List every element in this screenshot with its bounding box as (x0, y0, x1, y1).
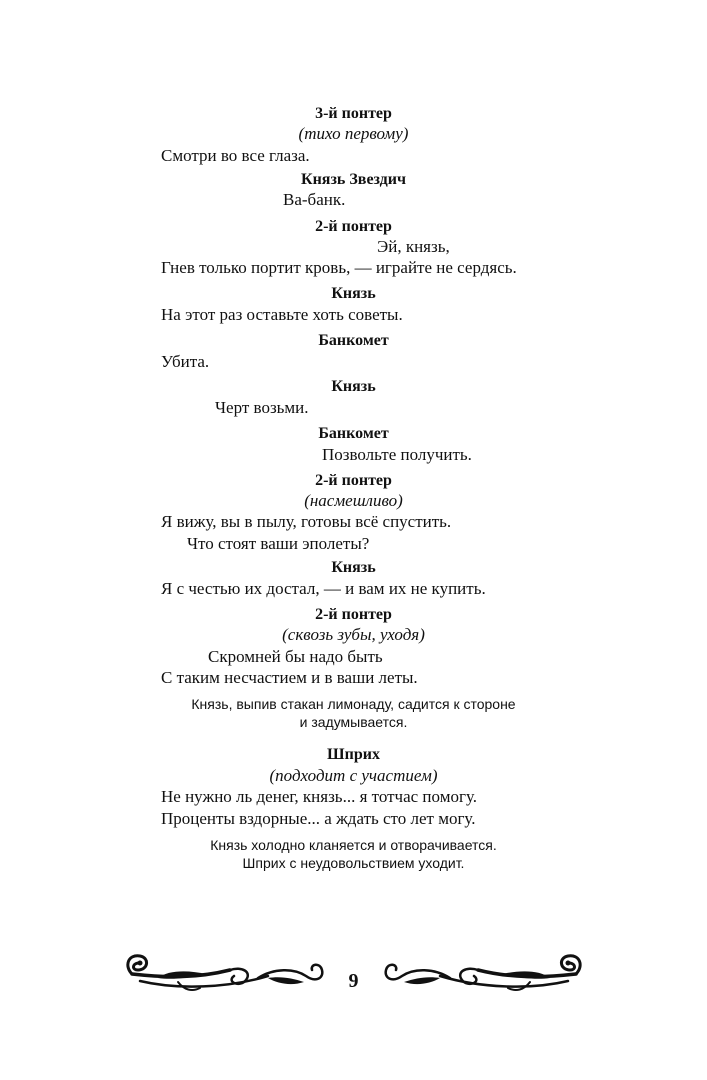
verse-line: Гнев только портит кровь, — играйте не сердясь. (161, 258, 517, 277)
verse-line: Смотри во все глаза. (161, 146, 310, 165)
speaker-name: 2-й понтер (315, 218, 392, 235)
verse-line: Проценты вздорные... а ждать сто лет могу. (161, 809, 476, 828)
verse-line: Я с честью их достал, — и вам их не купить. (161, 579, 486, 598)
speaker-name: Банкомет (318, 332, 389, 349)
stage-direction: Шприх с неудовольствием уходит. (242, 855, 465, 871)
stage-remark: (тихо первому) (298, 124, 409, 143)
verse-line: Убита. (161, 352, 210, 371)
stage-remark: (сквозь зубы, уходя) (282, 625, 425, 644)
stage-direction: и задумывается. (299, 714, 408, 730)
right-flourish-ornament (376, 948, 590, 1000)
verse-line: Позвольте получить. (322, 445, 472, 464)
speaker-name: Князь (331, 285, 376, 302)
speaker-name: 3-й понтер (315, 105, 392, 122)
speaker-name: 2-й понтер (315, 472, 392, 489)
verse-line: Я вижу, вы в пылу, готовы всё спустить. (161, 512, 452, 531)
verse-line: С таким несчастием и в ваши леты. (161, 668, 418, 687)
speaker-name: 2-й понтер (315, 606, 392, 623)
speaker-name: Князь (331, 559, 376, 576)
speaker-name: Князь Звездич (300, 171, 407, 188)
speaker-name: Князь (331, 378, 376, 395)
verse-line: Скромней бы надо быть (208, 647, 383, 666)
verse-line: Ва-банк. (283, 190, 346, 209)
stage-direction: Князь холодно кланяется и отворачивается. (210, 837, 497, 853)
page-number: 9 (348, 970, 359, 992)
verse-line: Черт возьми. (215, 398, 309, 417)
speaker-name: Шприх (327, 746, 380, 763)
stage-direction: Князь, выпив стакан лимонаду, садится к стороне (191, 696, 516, 712)
stage-remark: (насмешливо) (304, 491, 403, 510)
verse-line: Эй, князь, (377, 237, 450, 256)
verse-line: Не нужно ль денег, князь... я тотчас помогу. (161, 787, 477, 806)
verse-line: Что стоят ваши эполеты? (187, 534, 370, 553)
stage-remark: (подходит с участием) (269, 766, 438, 785)
speaker-name: Банкомет (318, 425, 389, 442)
verse-line: На этот раз оставьте хоть советы. (161, 305, 403, 324)
